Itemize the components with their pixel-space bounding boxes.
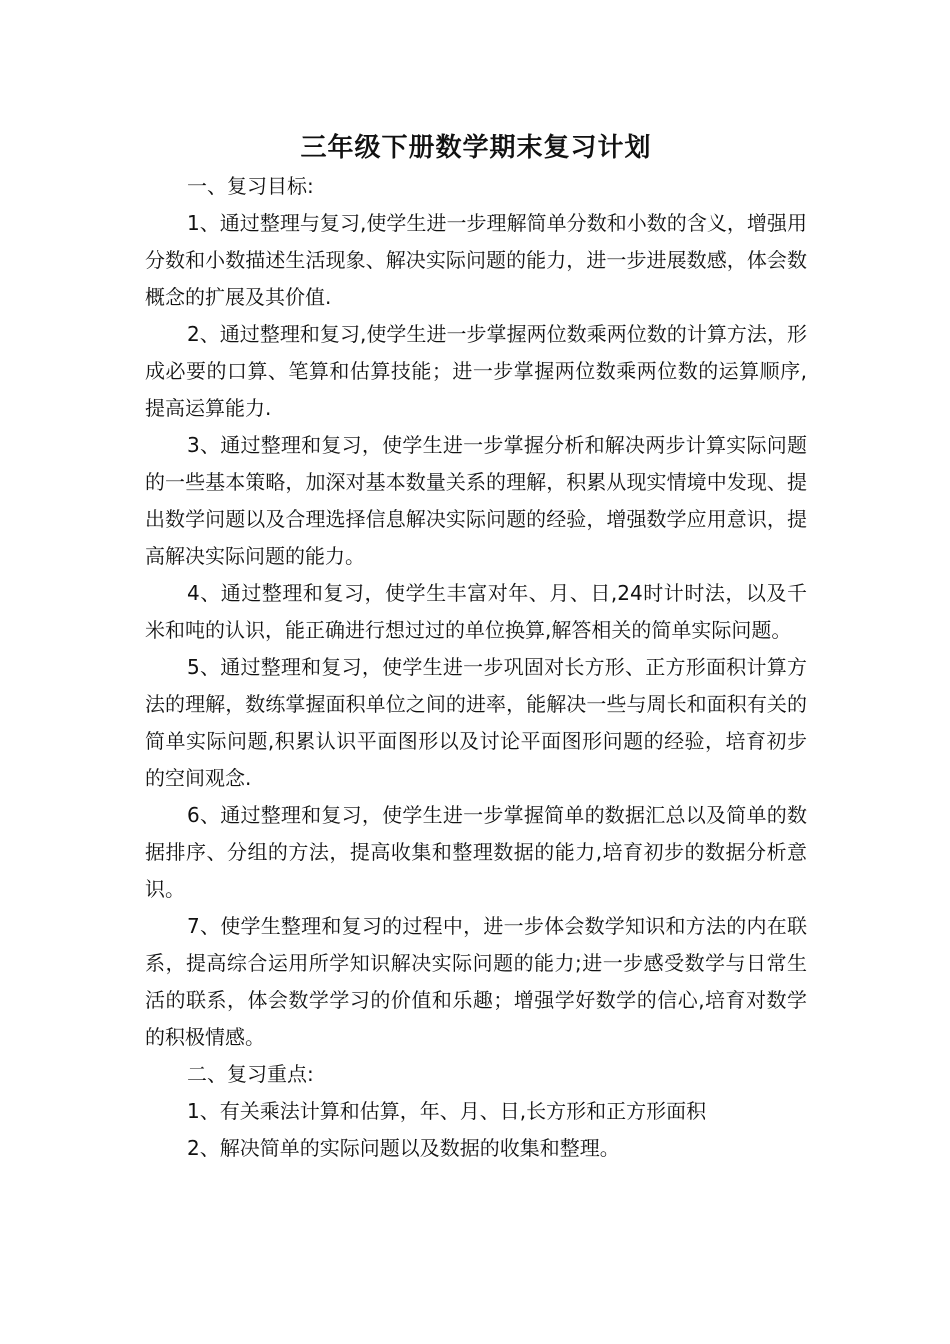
- focus-paragraph-2: 2、解决简单的实际问题以及数据的收集和整理。: [187, 1136, 620, 1160]
- goal-paragraph-6: 6、通过整理和复习，使学生进一步掌握简单的数据汇总以及简单的数据排序、分组的方法，提高收集和整理数据的能力,培育初步的数据分析意识。: [145, 803, 807, 901]
- section-heading-goals: 一、复习目标:: [187, 174, 314, 198]
- document-title: 三年级下册数学期末复习计划: [300, 133, 652, 163]
- section-heading-focus: 二、复习重点:: [187, 1062, 314, 1086]
- goal-paragraph-1: 1、通过整理与复习,使学生进一步理解简单分数和小数的含义，增强用分数和小数描述生活现象、解决实际问题的能力，进一步进展数感，体会数概念的扩展及其价值.: [145, 211, 807, 309]
- document-page: [145, 130, 807, 1167]
- focus-paragraph-1: 1、有关乘法计算和估算，年、月、日,长方形和正方形面积: [187, 1099, 707, 1123]
- goal-paragraph-2: 2、通过整理和复习,使学生进一步掌握两位数乘两位数的计算方法，形成必要的口算、笔算和估算技能；进一步掌握两位数乘两位数的运算顺序,提高运算能力.: [145, 322, 807, 420]
- goal-paragraph-5: 5、通过整理和复习，使学生进一步巩固对长方形、正方形面积计算方法的理解，数练掌握面积单位之间的进率，能解决一些与周长和面积有关的简单实际问题,积累认识平面图形以及讨论平面图形问题的经验，培育初步的空间观念.: [145, 655, 807, 790]
- goal-paragraph-3: 3、通过整理和复习，使学生进一步掌握分析和解决两步计算实际问题的一些基本策略，加深对基本数量关系的理解，积累从现实情境中发现、提出数学问题以及合理选择信息解决实际问题的经验，增强数学应用意识，提高解决实际问题的能力。: [145, 433, 807, 568]
- goal-paragraph-7: 7、使学生整理和复习的过程中，进一步体会数学知识和方法的内在联系，提高综合运用所学知识解决实际问题的能力;进一步感受数学与日常生活的联系，体会数学学习的价值和乐趣；增强学好数学的信心,培育对数学的积极情感。: [145, 914, 807, 1049]
- goal-paragraph-4: 4、通过整理和复习，使学生丰富对年、月、日,24时计时法，以及千米和吨的认识，能正确进行想过过的单位换算,解答相关的简单实际问题。: [145, 581, 807, 642]
